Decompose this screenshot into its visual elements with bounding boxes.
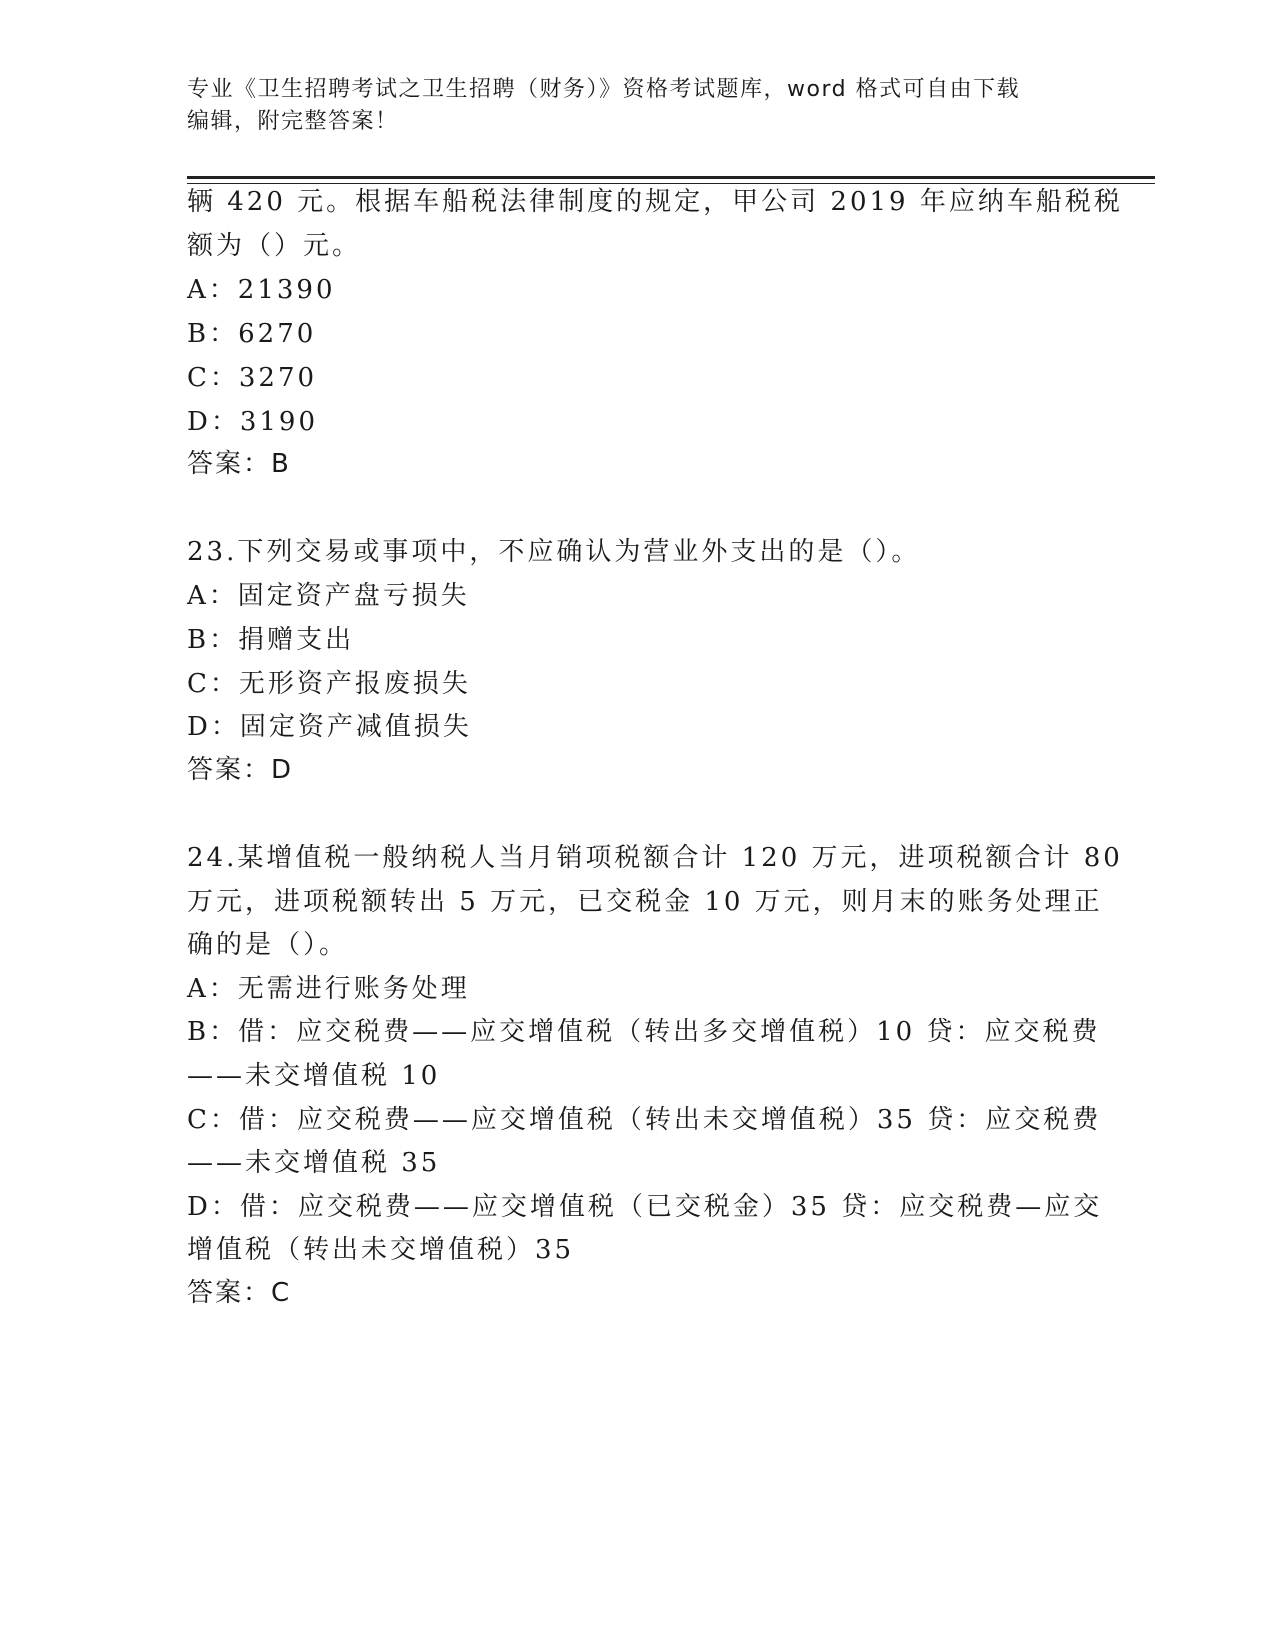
q22-option-b: B：6270 — [187, 319, 317, 349]
document-header — [187, 74, 1067, 138]
q23-answer: 答案：D — [187, 755, 294, 785]
q23-option-a: A：固定资产盘亏损失 — [187, 581, 470, 611]
q24-option-c-line-1: C：借：应交税费——应交增值税（转出未交增值税）35 贷：应交税费 — [187, 1105, 1102, 1135]
header-line-2: 编辑，附完整答案！ — [187, 109, 399, 134]
q24-stem-line-3: 确的是（）。 — [187, 930, 349, 960]
q24-option-d-line-2: 增值税（转出未交增值税）35 — [187, 1235, 575, 1265]
header-rule-thin — [187, 183, 1155, 184]
q24-option-d-line-1: D：借：应交税费——应交增值税（已交税金）35 贷：应交税费—应交 — [187, 1192, 1103, 1222]
q24-stem-line-1: 24.某增值税一般纳税人当月销项税额合计 120 万元，进项税额合计 80 — [187, 843, 1123, 873]
q22-option-d: D：3190 — [187, 407, 319, 437]
header-rule-thick — [187, 176, 1155, 179]
q23-option-b: B：捐赠支出 — [187, 625, 355, 655]
q24-option-a: A：无需进行账务处理 — [187, 974, 470, 1004]
q24-option-b-line-1: B：借：应交税费——应交增值税（转出多交增值税）10 贷：应交税费 — [187, 1017, 1101, 1047]
q24-option-b-line-2: ——未交增值税 10 — [187, 1061, 441, 1091]
q23-option-d: D：固定资产减值损失 — [187, 712, 472, 742]
q22-answer: 答案：B — [187, 449, 291, 479]
q23-stem-line-1: 23.下列交易或事项中，不应确认为营业外支出的是（）。 — [187, 537, 921, 567]
q22-stem-line-1: 辆 420 元。根据车船税法律制度的规定，甲公司 2019 年应纳车船税税 — [187, 187, 1123, 217]
q24-option-c-line-2: ——未交增值税 35 — [187, 1148, 441, 1178]
q22-option-a: A：21390 — [187, 275, 336, 305]
q22-option-c: C：3270 — [187, 363, 318, 393]
q23-option-c: C：无形资产报废损失 — [187, 669, 471, 699]
q24-stem-line-2: 万元，进项税额转出 5 万元，已交税金 10 万元，则月末的账务处理正 — [187, 887, 1103, 917]
header-line-1: 专业《卫生招聘考试之卫生招聘（财务）》资格考试题库，word 格式可自由下载 — [187, 77, 1021, 102]
q24-answer: 答案：C — [187, 1278, 292, 1308]
q22-stem-line-2: 额为（）元。 — [187, 231, 362, 261]
